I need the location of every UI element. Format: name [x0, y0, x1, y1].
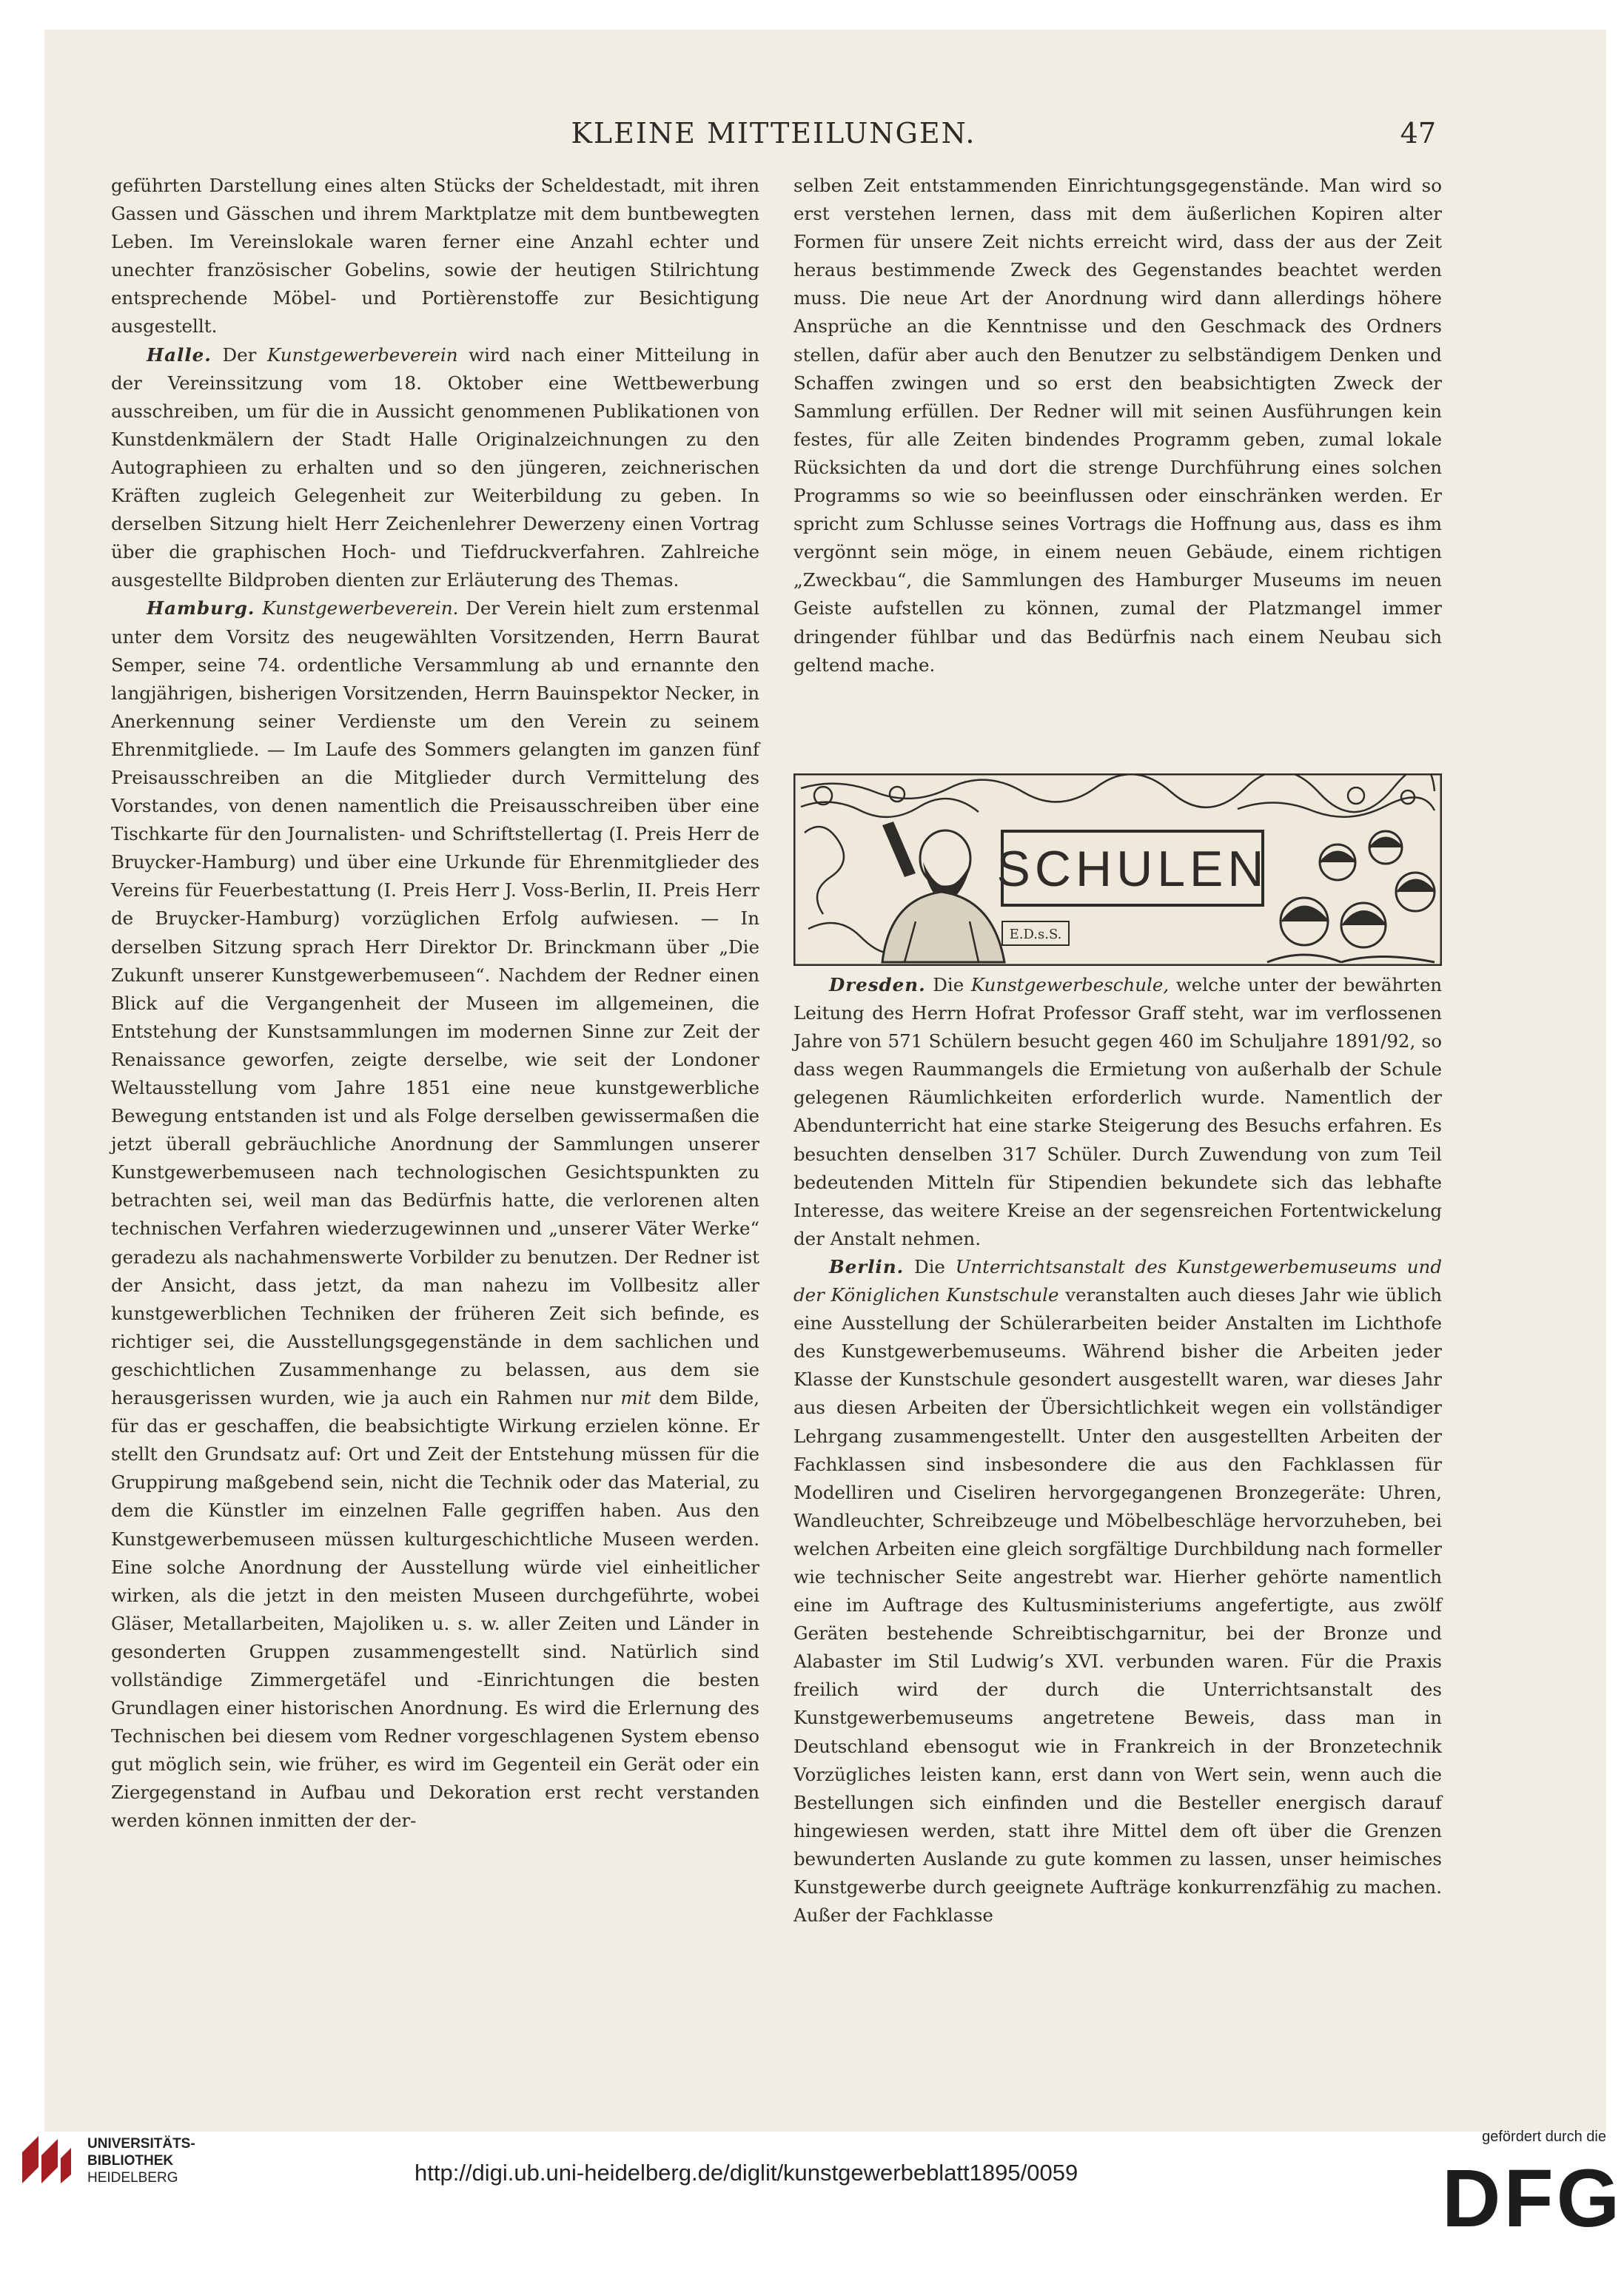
digitization-footer	[0, 2132, 1624, 2270]
university-library-logo-icon	[16, 2130, 76, 2189]
city-heading: Hamburg.	[147, 597, 255, 619]
schulen-illustration	[793, 773, 1442, 966]
banner-monogram: E.D.s.S.	[1009, 927, 1062, 942]
page-number: 47	[1400, 117, 1436, 150]
city-heading: Berlin.	[829, 1255, 905, 1277]
running-head-title: KLEINE MITTEILUNGEN.	[571, 117, 976, 150]
article-dresden: Dresden. Die Kunstgewerbeschule, welche unter der bewährten Leitung des Herrn Hofrat Professor Graff steht, war im verflossenen Jahre von 571 Schülern besucht gegen 460 im Schuljahre 1891/92, so dass wegen Raummangels die Ermietung von außerhalb der Schule gelegenen Räumlichkeiten erforderlich wurde. Namentlich der Abendunterricht hat eine starke Steigerung des Besuchs erfahren. Es besuchten denselben 317 Schüler. Durch Zuwendung von zum Teil bedeutenden Mitteln für Stipendien bekundete sich das lebhafte Interesse, das weitere Kreise an der segensreichen Fortentwickelung der Anstalt nehmen.	[793, 974, 1442, 1249]
article-halle: Halle. Der Kunstgewerbeverein wird nach einer Mitteilung in der Vereinssitzung vom 18. Oktober eine Wettbewerbung ausschreiben, um für die in Aussicht genommenen Publikationen von Kunstdenkmälern der Stadt Halle Originalzeichnungen zu den Autographieen zu erhalten und so den jüngeren, zeichnerischen Kräften zugleich Gelegenheit zur Weiterbildung zu geben. In derselben Sitzung hielt Herr Zeichenlehrer Dewerzeny einen Vortrag über die graphischen Hoch- und Tiefdruckverfahren. Zahlreiche ausgestellte Bildproben dienten zur Erläuterung des Themas.	[111, 343, 759, 591]
library-name	[87, 2135, 235, 2186]
library-line-2: BIBLIOTHEK	[87, 2153, 174, 2169]
right-column	[793, 172, 1442, 679]
article-hamburg: Hamburg. Kunstgewerbeverein. Der Verein hielt zum erstenmal unter dem Vorsitz des neugewählten Vorsitzenden, Herrn Baurat Semper, seine 74. ordentliche Versammlung ab und ernannte den langjährigen, bisherigen Vorsitzenden, Herrn Bauinspektor Necker, in Anerkennung seiner Verdienste um den Verein zu seinem Ehrenmitgliede. — Im Laufe des Sommers gelangten im ganzen fünf Preisausschreiben an die Mitglieder durch Vermittelung des Vorstandes, von denen namentlich die Preisausschreiben über eine Tischkarte für den Journalisten- und Schriftstellertag (I. Preis Herr de Bruycker-Hamburg) und über eine Urkunde für Ehrenmitglieder des Vereins für Feuerbestattung (I. Preis Herr J. Voss-Berlin, II. Preis Herr de Bruycker-Hamburg) vorzüglichen Erfolg aufwiesen. — In derselben Sitzung sprach Herr Direktor Dr. Brinckmann über „Die Zukunft unserer Kunstgewerbemuseen“. Nachdem der Redner einen Blick auf die Vergangenheit der Museen im allgemeinen, die Entstehung der Kunstsammlungen im modernen Sinne zur Zeit der Renaissance geworfen, zeigte derselbe, wie seit der Londoner Weltausstellung vom Jahre 1851 eine neue kunstgewerbliche Bewegung entstanden ist und als Folge derselben gewissermaßen die jetzt überall gebräuchliche Anordnung der Sammlungen unserer Kunstgewerbemuseen nach technologischen Gesichtspunkten zu betrachten sei, weil man das Bedürfnis hatte, die verlorenen alten technischen Verfahren wiederzugewinnen und „unserer Väter Werke“ geradezu als nachahmenswerte Vorbilder zu benutzen. Der Redner ist der Ansicht, dass jetzt, da man nahezu im Vollbesitz aller kunstgewerblichen Techniken der früheren Zeit sich befinde, es richtiger sei, die Ausstellungsgegenstände in dem sachlichen und geschichtlichen Zusammenhange zu belassen, aus dem sie herausgerissen wurden, wie ja auch ein Rahmen nur mit dem Bilde, für das er geschaffen, die beabsichtigte Wirkung erzielen könne. Er stellt den Grundsatz auf: Ort und Zeit der Entstehung müssen für die Gruppirung maßgebend sein, nicht die Technik oder das Material, zu dem die Künstler im einzelnen Falle gegriffen haben. Aus den Kunstgewerbemuseen müssen kulturgeschichtliche Museen werden. Eine solche Anordnung der Ausstellung würde viel einheitlicher wirken, als die jetzt in den meisten Museen durchgeführte, wobei Gläser, Metallarbeiten, Majoliken u. s. w. aller Zeiten und Länder in gesonderten Gruppen zusammengestellt sind. Natürlich sind vollständige Zimmergetäfel und -Einrichtungen die besten Grundlagen einer historischen Anordnung. Es wird die Erlernung des Technischen bei diesem vom Redner vorgeschlagenen System ebenso gut möglich sein, wie früher, es wird im Gegenteil ein Gerät oder ein Ziergegenstand in Aufbau und Dekoration erst recht verstanden werden können inmitten der der-	[111, 597, 759, 1832]
permalink-url[interactable]: http://digi.ub.uni-heidelberg.de/diglit/kunstgewerbeblatt1895/0059	[415, 2160, 1078, 2186]
city-heading: Dresden.	[829, 974, 926, 995]
article-berlin: Berlin. Die Unterrichtsanstalt des Kunstgewerbemuseums und der Königlichen Kunstschule veranstalten auch dieses Jahr wie üblich eine Ausstellung der Schülerarbeiten beider Anstalten im Lichthofe des Kunstgewerbemuseums. Während bisher die Arbeiten jeder Klasse der Kunstschule gesondert ausgestellt waren, war dieses Jahr aus diesen Arbeiten der Übersichtlichkeit wegen ein vollständiger Lehrgang zusammengestellt. Unter den ausgestellten Arbeiten der Fachklassen sind insbesondere die aus den Fachklassen für Modelliren und Ciseliren hervorgegangenen Bronzegeräte: Uhren, Wandleuchter, Schreibzeuge und Möbelbeschläge hervorzuheben, bei welchen Arbeiten eine gleich sorgfältige Durchbildung nach formeller wie technischer Seite angestrebt war. Hierher gehörte namentlich eine im Auftrage des Kultusministeriums angefertigte, aus zwölf Geräten bestehende Schreibtischgarnitur, bei der Bronze und Alabaster im Stil Ludwig’s XVI. verbunden waren. Für die Praxis freilich wird der durch die Unterrichtsanstalt des Kunstgewerbemuseums angetretene Beweis, dass man in Deutschland ebensogut wie in Frankreich in der Bronzetechnik Vorzügliches leisten kann, erst dann von Wert sein, wenn auch die Bestellungen sich einfinden und die Besteller energisch darauf hingewiesen werden, statt ihre Mittel dem oft über die Grenzen bewunderten Auslande zu gute kommen zu lassen, unser heimisches Kunstgewerbe durch geeignete Aufträge konkurrenzfähig zu machen. Außer der Fachklasse	[793, 1255, 1443, 1927]
funded-by-label: gefördert durch die	[1482, 2129, 1606, 2145]
dfg-logo: DFG	[1442, 2153, 1623, 2244]
right-column-lower	[793, 971, 1442, 1930]
library-line-3: HEIDELBERG	[87, 2170, 178, 2186]
running-header	[111, 111, 1436, 155]
library-line-1: UNIVERSITÄTS-	[87, 2136, 195, 2152]
banner-title: SCHULEN	[996, 841, 1269, 897]
schulen-banner	[793, 773, 1442, 966]
article-continuation: selben Zeit entstammenden Einrichtungsgegenstände. Man wird so erst verstehen lernen, dass mit dem äußerlichen Kopiren alter Formen für unsere Zeit nichts erreicht wird, dass der aus der Zeit heraus bestimmende Zweck des Gegenstandes beachtet werden muss. Die neue Art der Anordnung wird dann allerdings höhere Ansprüche an die Kenntnisse und den Geschmack des Ordners stellen, dafür aber auch den Benutzer zu selbständigem Denken und Schaffen zwingen und so erst den beabsichtigten Zweck der Sammlung erfüllen. Der Redner will mit seinen Ausführungen kein festes, für alle Zeiten bindendes Programm geben, zumal lokale Rücksichten da und dort die strenge Durchführung eines solchen Programms so wie so beeinflussen oder einschränken werden. Er spricht zum Schlusse seines Vortrags die Hoffnung aus, dass es ihm vergönnt sein möge, in einem neuen Gebäude, einem richtigen „Zweckbau“, die Sammlungen des Hamburger Museums im neuen Geiste aufstellen zu können, zumal der Platzmangel immer dringender fühlbar und das Bedürfnis nach einem Neubau sich geltend mache.	[793, 175, 1442, 676]
article-paragraph: geführten Darstellung eines alten Stücks der Scheldestadt, mit ihren Gassen und Gässchen und ihrem Marktplatze mit dem buntbewegten Leben. Im Vereinslokale waren ferner eine Anzahl echter und unechter französischer Gobelins, sowie der heutigen Stilrichtung entsprechende Möbel- und Portièrenstoffe zur Besichtigung ausgestellt.	[111, 175, 759, 338]
city-heading: Halle.	[147, 343, 212, 366]
left-column	[111, 172, 759, 1836]
